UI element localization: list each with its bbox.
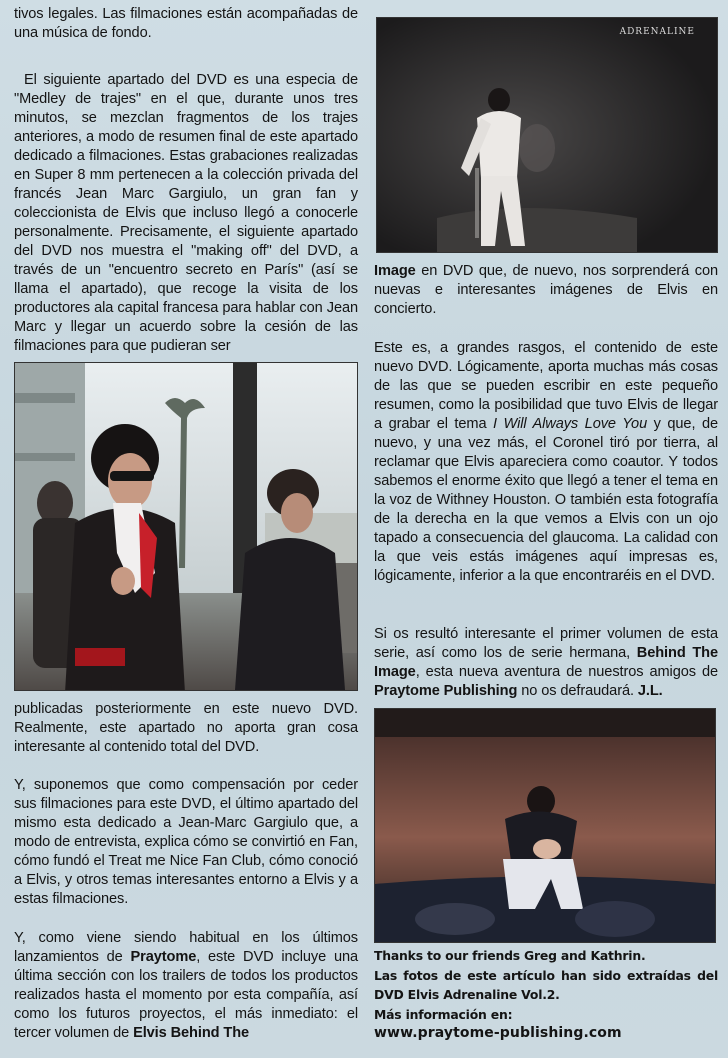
text-run: Este es, a grandes rasgos, el contenido de este nuevo DVD. Lógicamente, aporta muchas más cosas de las que se pueden escribir en este pequeño resumen, como la posibilidad que tuvo Elvis de llegar a grabar el tema (374, 340, 718, 432)
photo-elvis-street (14, 362, 358, 691)
caption-line-thanks: Thanks to our friends Greg and Kathrin. (374, 948, 646, 963)
seated-photo-art (375, 709, 715, 942)
right-paragraph-2 (374, 339, 718, 586)
left-paragraph-1: tivos legales. Las filmaciones están acompañadas de una música de fondo. (14, 6, 358, 41)
street-photo-art (15, 363, 357, 690)
text-run: , esta nueva aventura de nuestros amigos de (415, 664, 718, 680)
text-run: y que, de nuevo, y una vez más, el Coronel tiró por tierra, al reclamar que Elvis apareciera como coautor. Y todos sabemos el enorme éxito que llegó a tener el tema en la voz de Withney Houston. O también esta fotografía de la derecha en la que vemos a Elvis con un ojo tapado a consecuencia del glaucoma. La calidad con la que veis estás imágenes aquí impresas es, lógicamente, inferior a la que encontraréis en el DVD. (374, 416, 718, 584)
song-title: I Will Always Love You (493, 416, 648, 432)
right-paragraph-1 (374, 262, 718, 319)
caption-url-link[interactable]: www.praytome-publishing.com (374, 1025, 622, 1041)
text-run: , este DVD incluye una última sección con los trailers de todos los productos realizados hasta el momento por esta compañía, así como los futuros proyectos, el más inmediato: el tercer volumen de (14, 949, 358, 1041)
left-paragraph-3: publicadas posteriormente en este nuevo DVD. Realmente, este apartado no aporta gran cosa interesante al contenido total del DVD. (14, 701, 358, 755)
left-paragraph-2: El siguiente apartado del DVD es una especia de "Medley de trajes" en el que, durante unos tres minutos, se mezclan fragmentos de los trajes anteriores, a modo de resumen final de este apartado dedicado a filmaciones. Estas grabaciones realizadas en Super 8 mm pertenecen a la colección privada del francés Jean Marc Gargiulo, un gran fan y coleccionista de Elvis que incluso llegó a conocerle personalmente. Precisamente, el siguiente apartado del DVD nos muestra el "making off" del DVD, a través de un "encuentro secreto en París" (así se llama el apartado), que recoge la visita de los productores ala capital francesa para hablar con Jean Marc y llegar un acuerdo sobre la cesión de las filmaciones para que pudieran ser (14, 72, 358, 354)
series-behind-the-image: Behind The Image (374, 645, 718, 680)
right-paragraph-3 (374, 625, 718, 701)
text-run: no os defraudará. (517, 683, 638, 699)
photo-caption (374, 946, 718, 1044)
caption-line-info: Más información en: (374, 1006, 513, 1022)
brand-praytome: Praytome (130, 949, 197, 965)
photo-elvis-seated (374, 708, 716, 943)
photo-elvis-stage (376, 17, 718, 253)
left-paragraph-5 (14, 929, 358, 1043)
caption-line-source: Las fotos de este artículo han sido extraídas del DVD Elvis Adrenaline Vol.2. (374, 967, 718, 1002)
stage-photo-art (377, 18, 717, 252)
watermark-label: ADRENALINE (619, 27, 695, 37)
author-initials: J.L. (637, 683, 663, 699)
title-elvis-behind: Elvis Behind The (133, 1025, 250, 1041)
text-run: Y, como viene siendo habitual en los últimos lanzamientos de (14, 930, 358, 965)
title-image: Image (374, 263, 416, 279)
text-run: Si os resultó interesante el primer volumen de esta serie, así como los de serie hermana, (374, 626, 718, 661)
text-run: en DVD que, de nuevo, nos sorprenderá con nuevas e interesantes imágenes de Elvis en concierto. (374, 263, 718, 317)
left-paragraph-4: Y, suponemos que como compensación por ceder sus filmaciones para este DVD, el último apartado del mismo esta dedicado a Jean-Marc Gargiulo que, a modo de entrevista, explica cómo se convirtió en Fan, cómo fundó el Treat me Nice Fan Club, cómo conoció a Elvis, y otros temas interesantes entorno a Elvis y a estas filmaciones. (14, 777, 358, 907)
brand-praytome-publishing: Praytome Publishing (374, 683, 518, 699)
